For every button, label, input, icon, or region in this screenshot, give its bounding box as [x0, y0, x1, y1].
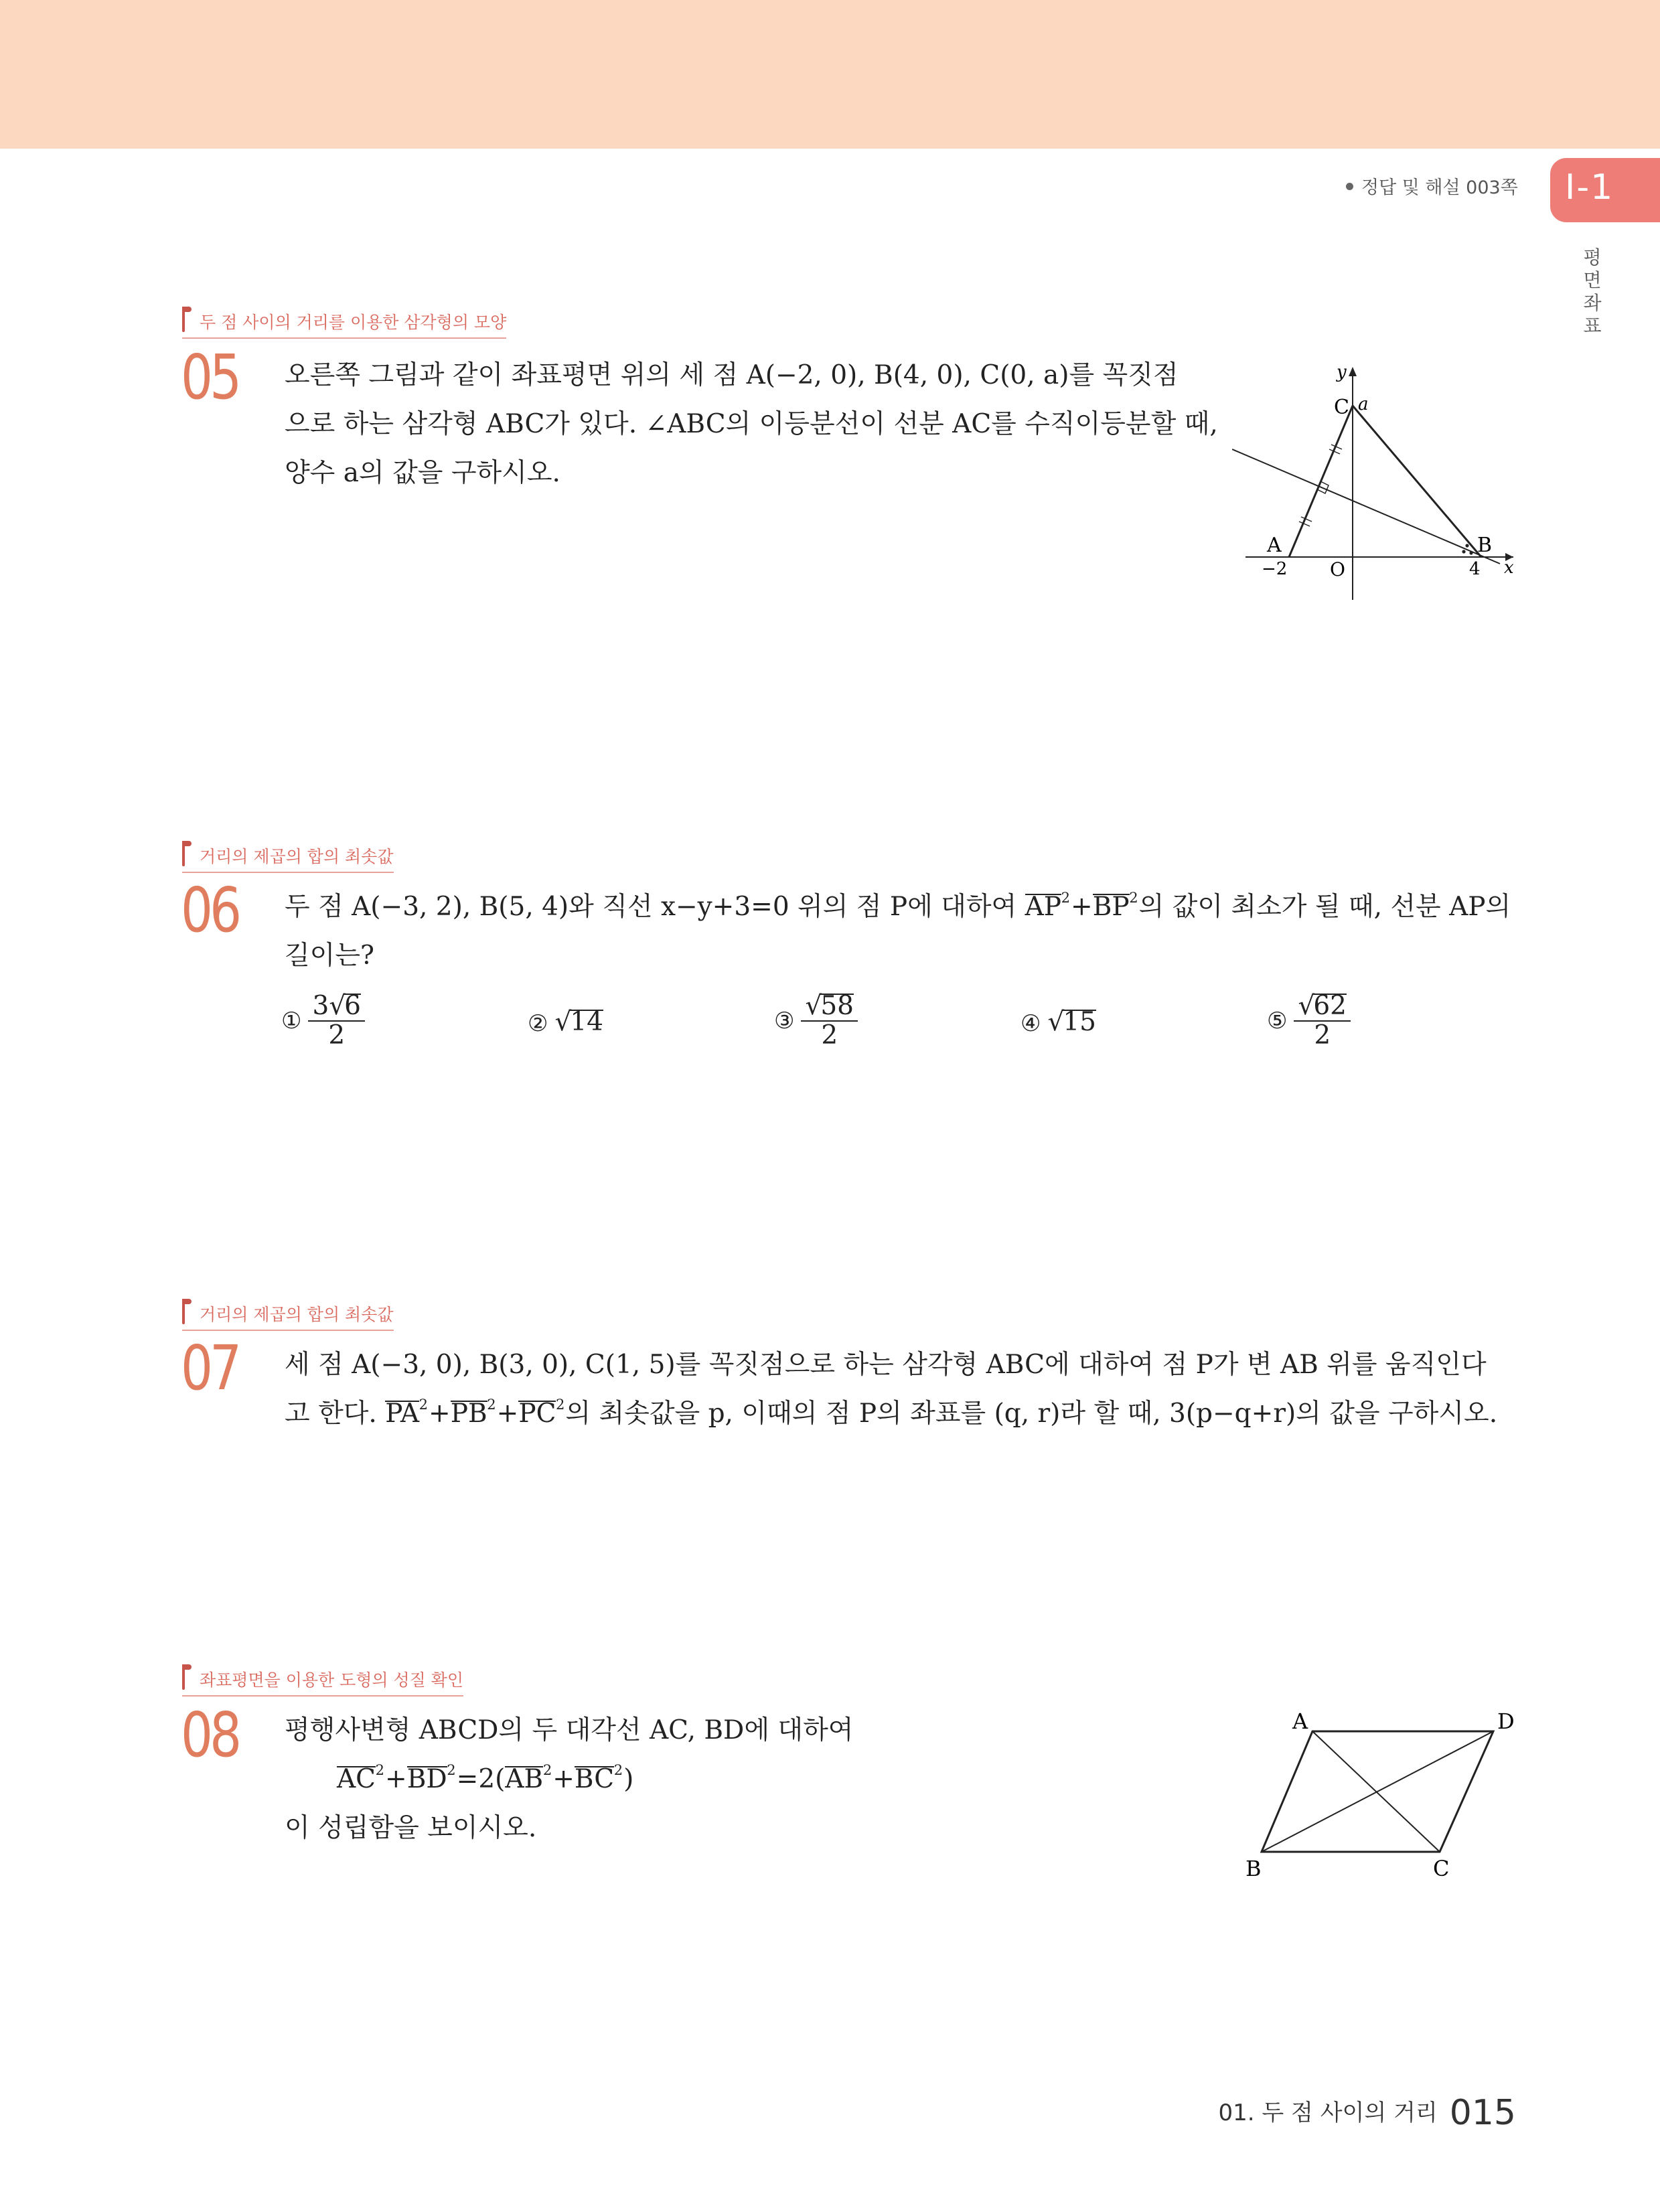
q08-number: 08 — [181, 1699, 239, 1771]
q07-number: 07 — [181, 1332, 239, 1404]
segment-ac-label: AC — [337, 1764, 376, 1794]
angle-dot — [1465, 544, 1468, 547]
option-4-radicand: 15 — [1063, 1007, 1096, 1037]
y-axis-arrow-icon — [1349, 367, 1357, 376]
radical-sign: √ — [554, 1007, 572, 1037]
vertex-a-label: A — [1267, 534, 1282, 557]
y-axis-label: y — [1337, 362, 1347, 382]
option-1-numerator — [308, 992, 365, 1022]
segment-ap-label: AP — [1025, 892, 1061, 922]
q06-line-1-start: 두 점 A(−3, 2), B(5, 4)와 직선 x−y+3=0 위의 점 P에 대하여 — [285, 892, 1025, 922]
square-exponent: 2 — [447, 1762, 456, 1778]
segment-pa — [385, 1397, 429, 1429]
vertex-c-label: C — [1433, 1856, 1450, 1881]
side-section-label: 평면좌표 — [1583, 246, 1602, 337]
tag-marker-icon — [182, 307, 185, 332]
option-3-numerator — [801, 992, 858, 1022]
diagonal-bd — [1262, 1731, 1493, 1852]
q05-line-2: 으로 하는 삼각형 ABC가 있다. ∠ABC의 이등분선이 선분 AC를 수직이등분할 때, — [285, 409, 1218, 439]
angle-dot — [1462, 550, 1465, 553]
option-2-marker: ② — [528, 1010, 548, 1037]
square-exponent: 2 — [419, 1397, 429, 1413]
q07-topic-text: 거리의 제곱의 합의 최솟값 — [200, 1305, 394, 1324]
equals-two-open: =2( — [456, 1764, 506, 1794]
footer-section-title: 01. 두 점 사이의 거리 — [1218, 2100, 1438, 2126]
q06-number: 06 — [181, 874, 239, 946]
vertex-d-label: D — [1497, 1709, 1515, 1734]
q06-topic-text: 거리의 제곱의 합의 최솟값 — [200, 847, 394, 866]
q05-number: 05 — [181, 341, 239, 413]
q05-text — [285, 351, 1218, 497]
option-3-radicand: 58 — [820, 991, 854, 1021]
segment-pa-label: PA — [385, 1399, 420, 1429]
q08-parallelogram-figure — [1239, 1707, 1533, 1895]
option-3-denominator: 2 — [821, 1020, 838, 1050]
side-bc — [1353, 406, 1481, 557]
page-number: 015 — [1449, 2093, 1516, 2133]
plus-sign: + — [385, 1764, 407, 1794]
segment-pb — [450, 1397, 496, 1429]
segment-bd — [406, 1762, 456, 1794]
origin-label: O — [1330, 558, 1345, 580]
option-1-denominator: 2 — [328, 1020, 346, 1050]
tick-label-neg2: −2 — [1262, 559, 1288, 579]
tick-label-4: 4 — [1469, 559, 1481, 579]
option-1-radicand: 6 — [344, 991, 361, 1021]
q06-line-1 — [285, 882, 1511, 931]
segment-ab — [505, 1762, 552, 1794]
option-2[interactable] — [528, 1007, 603, 1074]
q07-line-2 — [285, 1389, 1497, 1438]
plus-sign: + — [496, 1399, 519, 1429]
answer-reference — [1346, 173, 1518, 199]
radical-sign: √ — [329, 991, 346, 1021]
q08-line-1: 평행사변형 ABCD의 두 대각선 AC, BD에 대하여 — [285, 1715, 854, 1745]
q08-line-3: 이 성립함을 보이시오. — [285, 1813, 537, 1843]
segment-ab-label: AB — [505, 1764, 544, 1794]
q08-topic-tag — [182, 1667, 463, 1696]
chapter-tab-label: I-1 — [1565, 167, 1614, 208]
q06-line-2: 길이는? — [285, 941, 374, 971]
option-1[interactable] — [281, 992, 365, 1059]
chapter-tab — [1550, 158, 1660, 222]
q06-topic-tag — [182, 844, 394, 873]
vertex-c-label: C — [1334, 396, 1349, 419]
q05-topic-text: 두 점 사이의 거리를 이용한 삼각형의 모양 — [200, 313, 507, 332]
bullet-icon — [1346, 183, 1353, 190]
square-exponent: 2 — [1129, 890, 1138, 906]
option-3[interactable] — [774, 992, 858, 1059]
q06-answer-options — [281, 992, 1420, 1059]
plus-sign: + — [429, 1399, 451, 1429]
square-exponent: 2 — [613, 1762, 623, 1778]
q08-topic-text: 좌표평면을 이용한 도형의 성질 확인 — [200, 1670, 464, 1690]
option-2-radicand: 14 — [570, 1007, 603, 1037]
square-exponent: 2 — [487, 1397, 496, 1413]
close-paren: ) — [623, 1764, 634, 1794]
q07-line-1: 세 점 A(−3, 0), B(3, 0), C(1, 5)를 꼭짓점으로 하는 삼각형 ABC에 대하여 점 P가 변 AB 위를 움직인다 — [285, 1350, 1487, 1380]
square-exponent: 2 — [1061, 890, 1070, 906]
page-footer — [1219, 2093, 1516, 2133]
square-exponent: 2 — [556, 1397, 565, 1413]
tag-marker-icon — [182, 1664, 185, 1690]
answer-reference-text: 정답 및 해설 003쪽 — [1361, 177, 1518, 198]
segment-bc — [574, 1762, 623, 1794]
segment-pc-label: PC — [518, 1399, 556, 1429]
q07-topic-tag — [182, 1301, 394, 1331]
vertex-b-label: B — [1477, 534, 1493, 557]
option-5-marker: ⑤ — [1267, 1008, 1288, 1034]
radical-sign: √ — [1298, 991, 1315, 1021]
tag-marker-icon — [182, 1299, 185, 1324]
option-3-marker: ③ — [774, 1008, 795, 1034]
option-5-fraction — [1294, 992, 1351, 1050]
segment-pb-label: PB — [450, 1399, 487, 1429]
option-5-denominator: 2 — [1314, 1020, 1331, 1050]
q08-text — [285, 1706, 853, 1852]
plus-sign: + — [552, 1764, 575, 1794]
q05-line-3: 양수 a의 값을 구하시오. — [285, 458, 560, 488]
q07-line-2-end: 의 최솟값을 p, 이때의 점 P의 좌표를 (q, r)라 할 때, 3(p−q+r)의 값을 구하시오. — [565, 1399, 1498, 1429]
radical-sign: √ — [805, 991, 822, 1021]
option-3-fraction — [801, 992, 858, 1050]
segment-bc-label: BC — [574, 1764, 615, 1794]
radical-sign: √ — [1047, 1007, 1065, 1037]
q07-line-2-start: 고 한다. — [285, 1399, 386, 1429]
vertex-b-label: B — [1246, 1856, 1262, 1881]
vertex-a-label: A — [1292, 1709, 1308, 1734]
segment-ac — [337, 1762, 385, 1794]
segment-pc — [518, 1397, 565, 1429]
option-4[interactable] — [1021, 1007, 1096, 1074]
square-exponent: 2 — [375, 1762, 385, 1778]
option-1-coefficient: 3 — [312, 991, 329, 1021]
plus-sign: + — [1071, 892, 1093, 922]
tag-marker-icon — [182, 841, 185, 866]
q08-equation — [285, 1755, 853, 1804]
q06-text — [285, 882, 1511, 980]
q05-line-1: 오른쪽 그림과 같이 좌표평면 위의 세 점 A(−2, 0), B(4, 0), C(0, a)를 꼭짓점 — [285, 360, 1179, 390]
option-5-numerator — [1294, 992, 1351, 1022]
segment-bd-label: BD — [406, 1764, 447, 1794]
angle-dot — [1469, 551, 1473, 554]
option-1-fraction — [308, 992, 365, 1050]
x-axis-label: x — [1504, 558, 1514, 578]
q05-triangle-figure — [1232, 359, 1527, 607]
segment-bp-label: BP — [1092, 892, 1130, 922]
top-color-band — [0, 0, 1660, 149]
option-5-radicand: 62 — [1313, 991, 1347, 1021]
option-4-marker: ④ — [1021, 1010, 1041, 1037]
segment-bp — [1092, 890, 1138, 922]
q05-topic-tag — [182, 309, 506, 339]
q06-line-1-end: 의 값이 최소가 될 때, 선분 AP의 — [1138, 892, 1511, 922]
square-exponent: 2 — [542, 1762, 552, 1778]
segment-ap — [1025, 890, 1070, 922]
option-5[interactable] — [1267, 992, 1351, 1059]
q07-text — [285, 1340, 1497, 1438]
option-1-marker: ① — [281, 1008, 302, 1034]
c-coordinate-label: a — [1358, 394, 1369, 414]
